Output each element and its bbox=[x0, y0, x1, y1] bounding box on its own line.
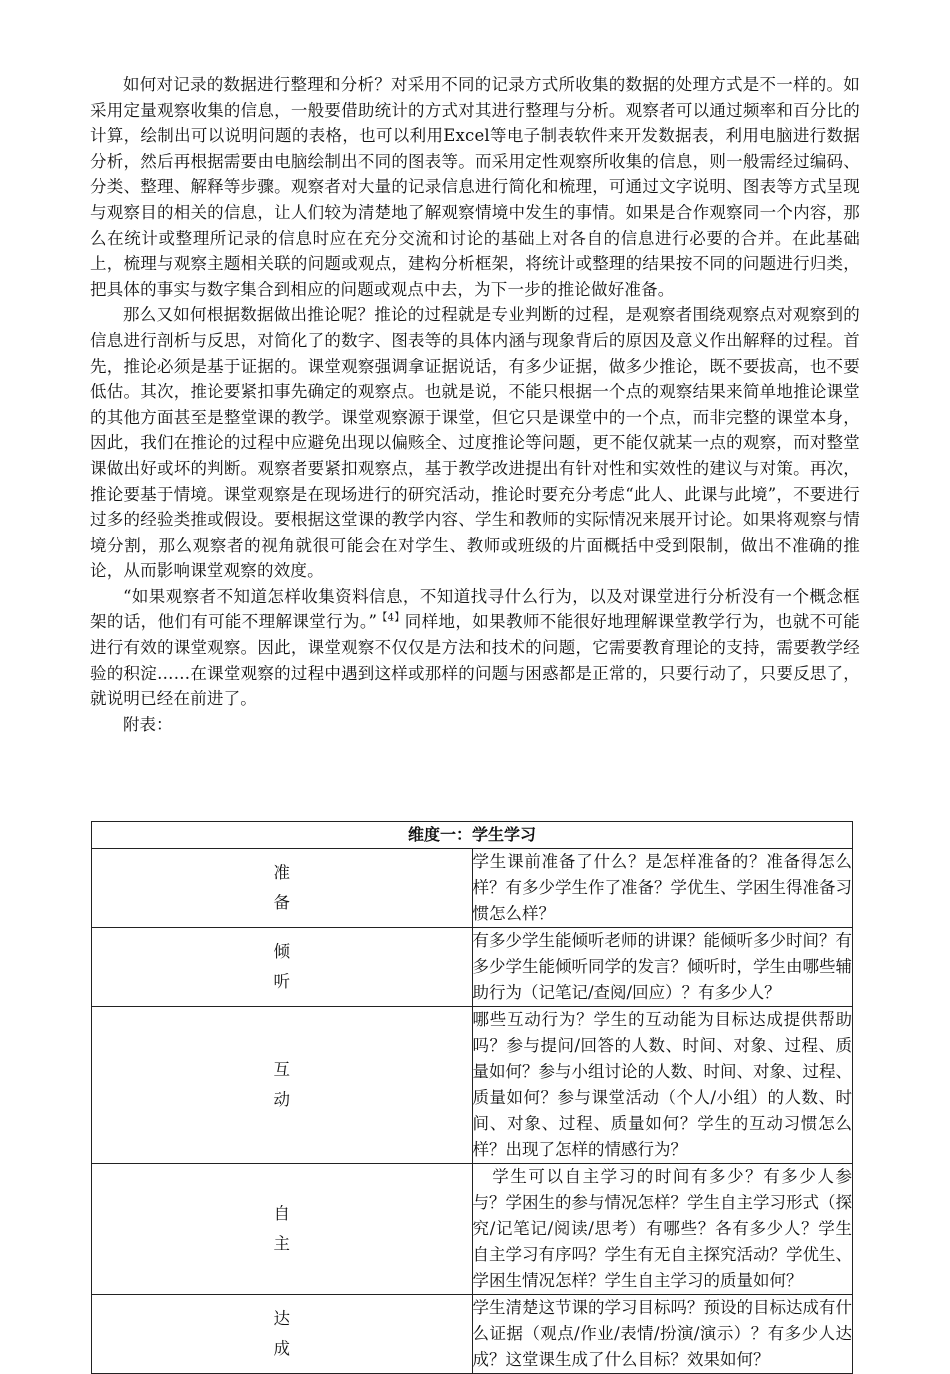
row-label: 互 动 bbox=[92, 1007, 473, 1164]
table-row bbox=[92, 1007, 853, 1164]
citation-ref: 【4】 bbox=[377, 612, 405, 624]
table-header-row bbox=[92, 822, 853, 849]
row-content: 学生课前准备了什么？是怎样准备的？准备得怎么样？有多少学生作了准备？学优生、学困生得准备习惯怎么样？ bbox=[472, 849, 853, 928]
quote-followup: 同样地，如果教师不能很好地理解课堂教学行为，也就不可能进行有效的课堂观察。因此，课堂观察不仅仅是方法和技术的问题，它需要教育理论的支持，需要教学经验的积淀……在课堂观察的过程中遇到这样或那样的问题与困惑都是正常的，只要行动了，只要反思了，就说明已经在前进了。 bbox=[90, 612, 860, 709]
row-content: 学生清楚这节课的学习目标吗？预设的目标达成有什么证据（观点/作业/表情/扮演/演示）？有多少人达成？这堂课生成了什么目标？效果如何？ bbox=[472, 1295, 853, 1374]
observation-table bbox=[91, 821, 853, 1374]
table-row bbox=[92, 849, 853, 928]
table-title: 维度一：学生学习 bbox=[92, 822, 853, 849]
row-content: 有多少学生能倾听老师的讲课？能倾听多少时间？有多少学生能倾听同学的发言？倾听时，学生由哪些辅助行为（记笔记/查阅/回应）？有多少人？ bbox=[472, 928, 853, 1007]
row-label: 自 主 bbox=[92, 1164, 473, 1295]
paragraph-inference: 那么又如何根据数据做出推论呢？推论的过程就是专业判断的过程，是观察者围绕观察点对观察到的信息进行剖析与反思，对简化了的数字、图表等的具体内涵与现象背后的原因及意义作出解释的过程。首先，推论必须是基于证据的。课堂观察强调拿证据说话，有多少证据，做多少推论，既不要拔高，也不要低估。其次，推论要紧扣事先确定的观察点。也就是说，不能只根据一个点的观察结果来简单地推论课堂的其他方面甚至是整堂课的教学。课堂观察源于课堂，但它只是课堂中的一个点，而非完整的课堂本身，因此，我们在推论的过程中应避免出现以偏赅全、过度推论等问题，更不能仅就某一点的观察，而对整堂课做出好或坏的判断。观察者要紧扣观察点，基于教学改进提出有针对性和实效性的建议与对策。再次，推论要基于情境。课堂观察是在现场进行的研究活动，推论时要充分考虑“此人、此课与此境”，不要进行过多的经验类推或假设。要根据这堂课的教学内容、学生和教师的实际情况来展开讨论。如果将观察与情境分割，那么观察者的视角就很可能会在对学生、教师或班级的片面概括中受到限制，做出不准确的推论，从而影响课堂观察的效度。 bbox=[90, 305, 860, 581]
table-row bbox=[92, 1164, 853, 1295]
row-label: 达 成 bbox=[92, 1295, 473, 1374]
row-content: 学生可以自主学习的时间有多少？有多少人参与？学困生的参与情况怎样？学生自主学习形式（探究/记笔记/阅读/思考）有哪些？各有多少人？学生自主学习有序吗？学生有无自主探究活动？学优生、学困生情况怎样？学生自主学习的质量如何？ bbox=[472, 1164, 853, 1295]
paragraph-quote bbox=[90, 584, 860, 712]
row-content: 哪些互动行为？学生的互动能为目标达成提供帮助吗？参与提问/回答的人数、时间、对象、过程、质量如何？参与小组讨论的人数、时间、对象、过程、质量如何？参与课堂活动（个人/小组）的人数、时间、对象、过程、质量如何？学生的互动习惯怎么样？出现了怎样的情感行为？ bbox=[472, 1007, 853, 1164]
row-label: 倾 听 bbox=[92, 928, 473, 1007]
table-row bbox=[92, 928, 853, 1007]
document-body bbox=[90, 72, 860, 737]
quote-text: “如果观察者不知道怎样收集资料信息，不知道找寻什么行为，以及对课堂进行分析没有一个概念框架的话，他们有可能不理解课堂行为。” bbox=[90, 586, 860, 632]
row-label: 准 备 bbox=[92, 849, 473, 928]
table-row bbox=[92, 1295, 853, 1374]
paragraph-data-analysis: 如何对记录的数据进行整理和分析？对采用不同的记录方式所收集的数据的处理方式是不一样的。如采用定量观察收集的信息，一般要借助统计的方式对其进行整理与分析。观察者可以通过频率和百分比的计算，绘制出可以说明问题的表格，也可以利用Excel等电子制表软件来开发数据表，利用电脑进行数据分析，然后再根据需要由电脑绘制出不同的图表等。而采用定性观察所收集的信息，则一般需经过编码、分类、整理、解释等步骤。观察者对大量的记录信息进行简化和梳理，可通过文字说明、图表等方式呈现与观察目的相关的信息，让人们较为清楚地了解观察情境中发生的事情。如果是合作观察同一个内容，那么在统计或整理所记录的信息时应在充分交流和讨论的基础上对各自的信息进行必要的合并。在此基础上，梳理与观察主题相关联的问题或观点，建构分析框架，将统计或整理的结果按不同的问题进行归类，把具体的事实与数字集合到相应的问题或观点中去，为下一步的推论做好准备。 bbox=[90, 75, 860, 299]
appendix-label: 附表： bbox=[123, 714, 173, 734]
